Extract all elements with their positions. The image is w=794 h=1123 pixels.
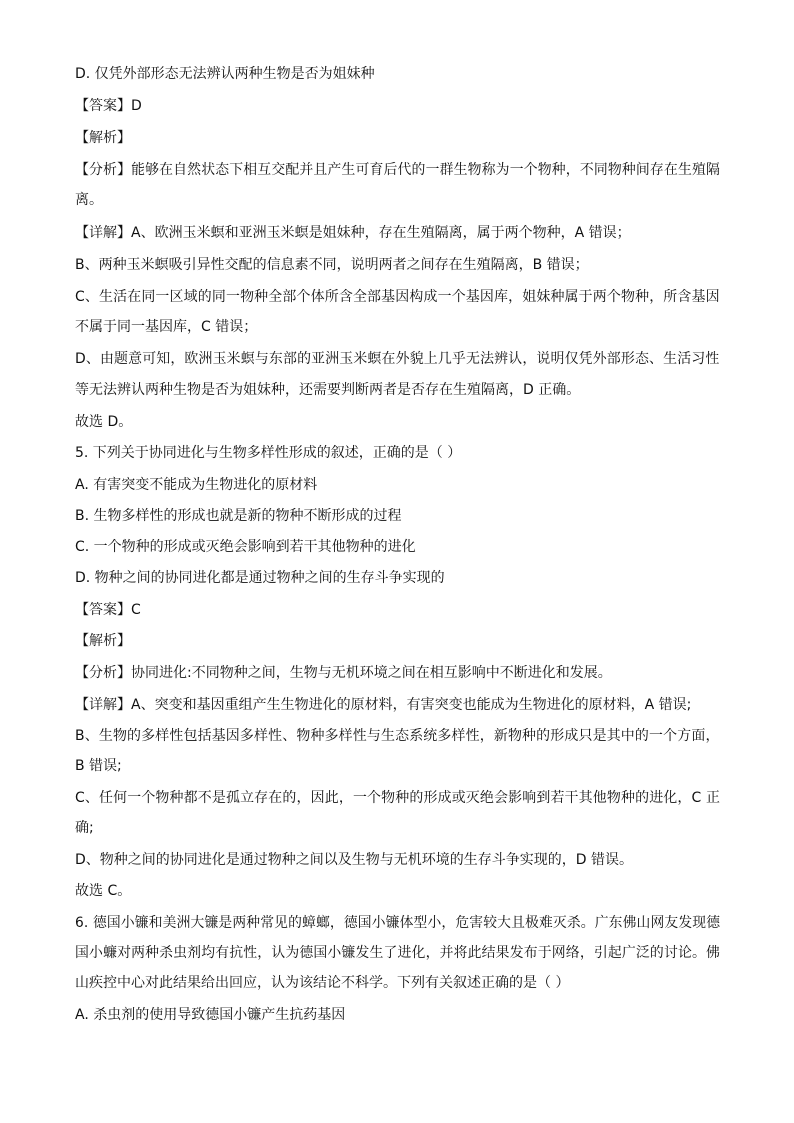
detail-c-5: C、任何一个物种都不是孤立存在的，因此，一个物种的形成或灭绝会影响到若干其他物种的进化，C 正 — [75, 790, 721, 806]
option-5b: B. 生物多样性的形成也就是新的物种不断形成的过程 — [75, 508, 402, 524]
analysis-label-4: 【解析】 — [75, 130, 131, 146]
detail-c-4: C、生活在同一区域的同一物种全部个体所含全部基因构成一个基因库，姐妹种属于两个物种，所含基因 — [75, 289, 720, 305]
detail-a-5: 【详解】A、突变和基因重组产生生物进化的原材料，有害突变也能成为生物进化的原材料，A 错误; — [75, 697, 692, 713]
detail-b-4: B、两种玉米螟吸引异性交配的信息素不同，说明两者之间存在生殖隔离，B 错误； — [75, 257, 589, 273]
detail-c-4-cont: 不属于同一基因库，C 错误； — [75, 319, 258, 335]
analysis-text-4-cont: 离。 — [75, 192, 103, 208]
conclusion-4: 故选 D。 — [75, 414, 133, 430]
analysis-label-5: 【解析】 — [75, 633, 131, 649]
detail-d-5: D、物种之间的协同进化是通过物种之间以及生物与无机环境的生存斗争实现的，D 错误。 — [75, 852, 634, 868]
detail-a-4: 【详解】A、欧洲玉米螟和亚洲玉米螟是姐妹种，存在生殖隔离，属于两个物种，A 错误； — [75, 225, 631, 241]
question-6-cont1: 国小蠊对两种杀虫剂均有抗性，认为德国小镰发生了进化，并将此结果发布于网络，引起广泛的讨论。佛 — [75, 945, 721, 961]
question-6: 6. 德国小镰和美洲大镰是两种常见的蟑螂，德国小镰体型小，危害较大且极难灭杀。广东佛山网友发现德 — [75, 915, 721, 931]
detail-d-4-cont: 等无法辨认两种生物是否为姐妹种，还需要判断两者是否存在生殖隔离，D 正确。 — [75, 382, 581, 398]
option-6a: A. 杀虫剂的使用导致德国小镰产生抗药基因 — [75, 1007, 346, 1023]
answer-label-5: 【答案】C — [75, 602, 141, 618]
answer-label-4: 【答案】D — [75, 98, 142, 114]
option-5a: A. 有害突变不能成为生物进化的原材料 — [75, 477, 318, 493]
option-4d: D. 仅凭外部形态无法辨认两种生物是否为姐妹种 — [75, 66, 375, 82]
analysis-text-4: 【分析】能够在自然状态下相互交配并且产生可育后代的一群生物称为一个物种，不同物种间存在生殖隔 — [75, 162, 721, 178]
detail-c-5-cont: 确; — [75, 820, 94, 836]
detail-b-5-cont: B 错误; — [75, 758, 122, 774]
option-5d: D. 物种之间的协同进化都是通过物种之间的生存斗争实现的 — [75, 570, 445, 586]
detail-d-4: D、由题意可知，欧洲玉米螟与东部的亚洲玉米螟在外貌上几乎无法辨认，说明仅凭外部形态、生活习性 — [75, 351, 720, 367]
option-5c: C. 一个物种的形成或灭绝会影响到若干其他物种的进化 — [75, 539, 416, 555]
question-5: 5. 下列关于协同进化与生物多样性形成的叙述，正确的是（ ） — [75, 445, 462, 461]
conclusion-5: 故选 C。 — [75, 883, 132, 899]
question-6-cont2: 山疾控中心对此结果给出回应，认为该结论不科学。下列有关叙述正确的是（ ） — [75, 975, 570, 991]
analysis-text-5: 【分析】协同进化:不同物种之间，生物与无机环境之间在相互影响中不断进化和发展。 — [75, 665, 612, 681]
detail-b-5: B、生物的多样性包括基因多样性、物种多样性与生态系统多样性，新物种的形成只是其中的一个方面， — [75, 728, 720, 744]
